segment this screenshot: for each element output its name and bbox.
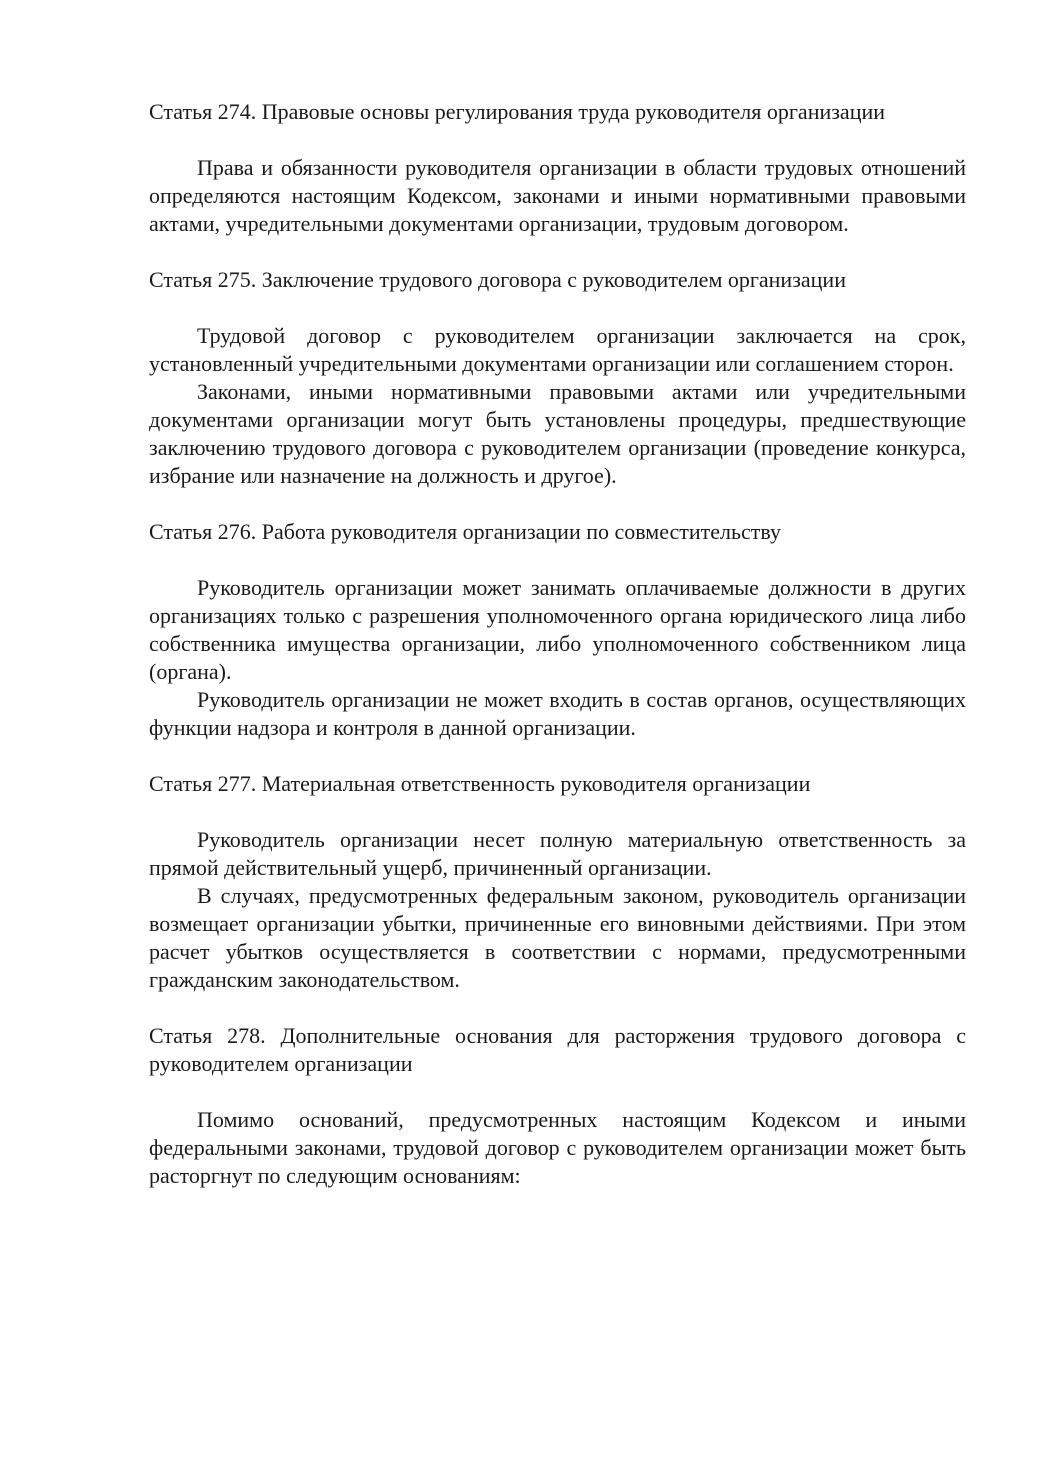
spacer — [149, 798, 966, 826]
spacer — [149, 1078, 966, 1106]
spacer — [149, 294, 966, 322]
article-277-heading: Статья 277. Материальная ответственность руководителя организации — [149, 771, 811, 796]
article-275-heading: Статья 275. Заключение трудового договора с руководителем организации — [149, 267, 846, 292]
article-274-paragraph-1: Права и обязанности руководителя организации в области трудовых отношений определяются настоящим Кодексом, законами и иными нормативными правовыми актами, учредительными документами организации, трудовым договором. — [149, 155, 966, 236]
article-278-paragraph-1: Помимо оснований, предусмотренных настоящим Кодексом и иными федеральными законами, трудовой договор с руководителем организации может быть расторгнут по следующим основаниям: — [149, 1107, 966, 1188]
article-275-paragraph-1: Трудовой договор с руководителем организации заключается на срок, установленный учредительными документами организации или соглашением сторон. — [149, 323, 966, 376]
spacer — [149, 546, 966, 574]
article-276-heading: Статья 276. Работа руководителя организации по совместительству — [149, 519, 782, 544]
spacer — [149, 238, 966, 266]
spacer — [149, 994, 966, 1022]
spacer — [149, 742, 966, 770]
article-277-paragraph-2: В случаях, предусмотренных федеральным законом, руководитель организации возмещает организации убытки, причиненные его виновными действиями. При этом расчет убытков осуществляется в соответствии с нормами, предусмотренными гражданским законодательством. — [149, 883, 966, 992]
spacer — [149, 126, 966, 154]
document-page — [149, 98, 966, 1190]
article-277-paragraph-1: Руководитель организации несет полную материальную ответственность за прямой действительный ущерб, причиненный организации. — [149, 827, 966, 880]
article-276-paragraph-1: Руководитель организации может занимать оплачиваемые должности в других организациях только с разрешения уполномоченного органа юридического лица либо собственника имущества организации, либо уполномоченного собственником лица (органа). — [149, 575, 966, 684]
article-276-paragraph-2: Руководитель организации не может входить в состав органов, осуществляющих функции надзора и контроля в данной организации. — [149, 687, 966, 740]
article-275-paragraph-2: Законами, иными нормативными правовыми актами или учредительными документами организации могут быть установлены процедуры, предшествующие заключению трудового договора с руководителем организации (проведение конкурса, избрание или назначение на должность и другое). — [149, 379, 966, 488]
article-274-heading: Статья 274. Правовые основы регулирования труда руководителя организации — [149, 99, 886, 124]
spacer — [149, 490, 966, 518]
article-278-heading: Статья 278. Дополнительные основания для расторжения трудового договора с руководителем организации — [149, 1023, 966, 1076]
